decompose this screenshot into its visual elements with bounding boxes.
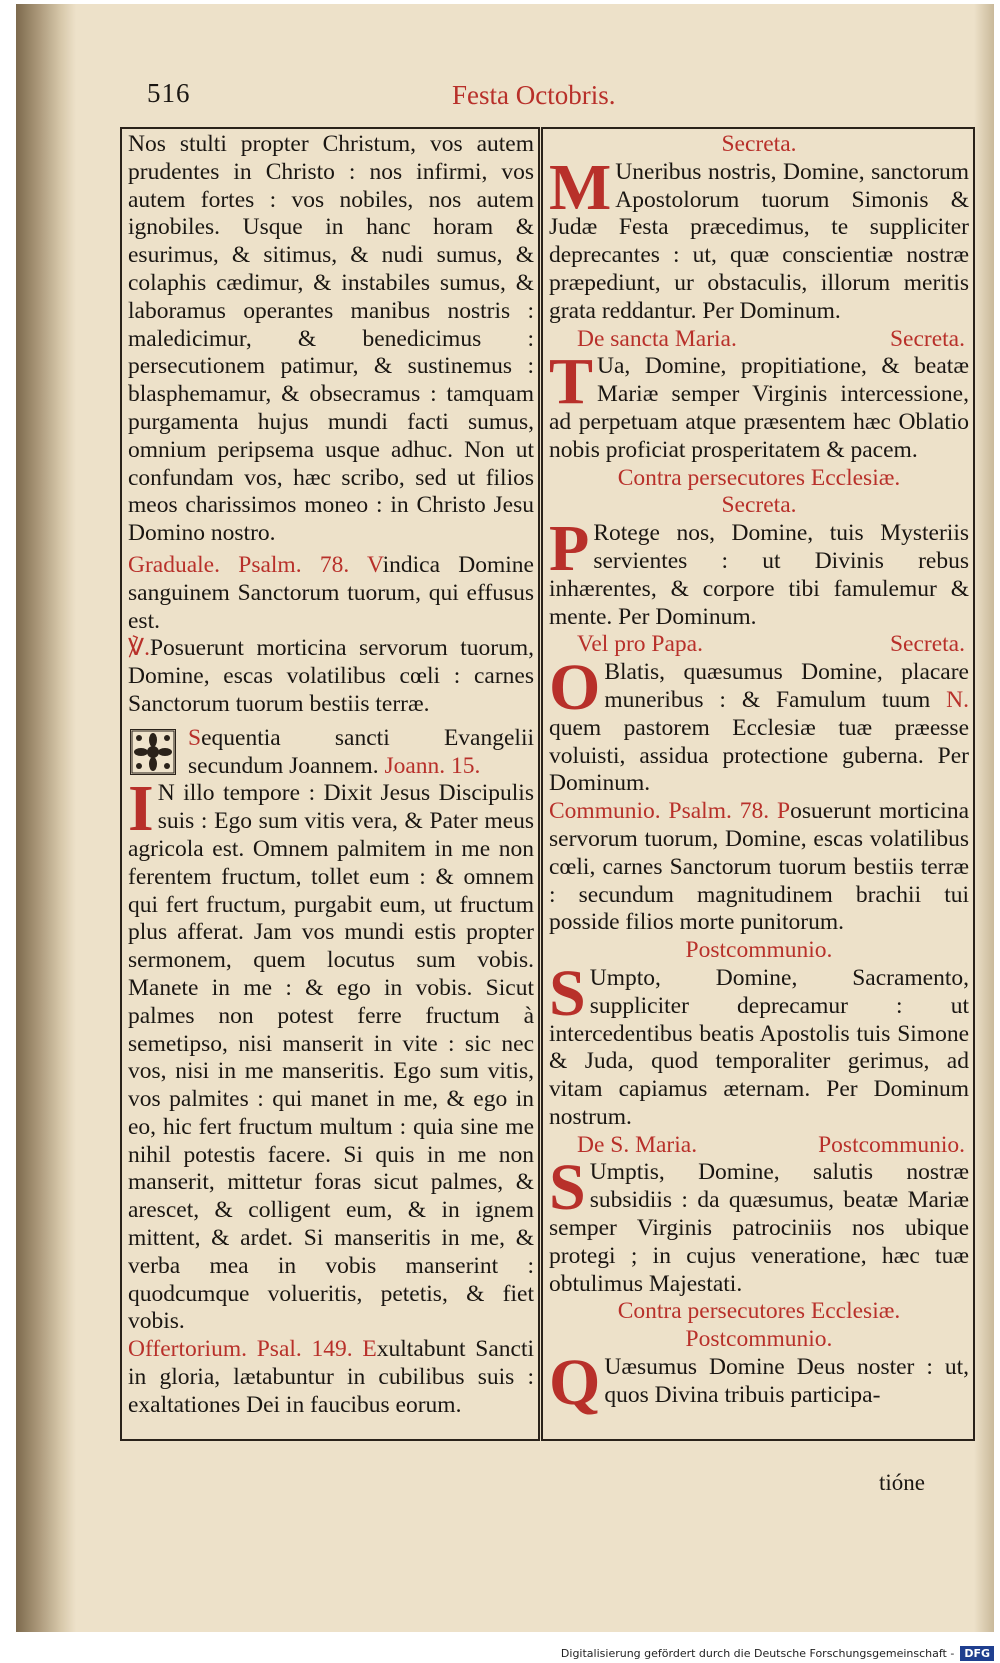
papa-heading-right: Secreta. <box>889 631 965 658</box>
sequentia-initial: S <box>188 724 202 751</box>
communio-label: Communio. Psalm. 78. <box>549 798 770 825</box>
maria-heading-left: De sancta Maria. <box>577 325 737 352</box>
offertorium-initial: E <box>362 1336 377 1363</box>
maria-drop-cap: T <box>549 345 594 419</box>
contra-subheading: Secreta. <box>721 492 797 519</box>
page-edge <box>974 4 994 1632</box>
communio-text: osuerunt morticina servorum tuorum, Domine, escas volatilibus cœli, carnes Sanctorum tuorum bestiis terræ : secundum magnitudinem brachii tui posside filios morte punitorum. <box>549 798 970 936</box>
contra-post-heading: Contra persecutores Ecclesiæ. <box>617 1298 901 1325</box>
contra-post-paragraph <box>549 1346 969 1420</box>
secreta-paragraph <box>549 150 969 326</box>
postcommunio-heading: Postcommunio. <box>685 937 833 964</box>
floral-ornament-icon <box>130 729 176 775</box>
offertorium-label: Offertorium. Psal. 149. <box>128 1336 353 1363</box>
maria-postcommunio-text: Umptis, Domine, salutis nostræ subsidiis : da quæsumus, beatæ Mariæ semper Virginis patrociniis nos ubique protegi ; in cujus veneratione, hæc tuæ obtulimus Majestati. <box>549 1159 969 1297</box>
epistle-paragraph: Nos stulti propter Christum, vos autem prudentes in Christo : nos infirmi, vos autem fortes : vos nobiles, nos autem ignobiles. Usque in hanc horam & esurimus, & sitimus, & nudi sumus, & colaphis cædimur, & instabiles sumus, & laboramus operantes manibus nostris : maledicimur, & benedicimus : persecutionem patimur, & sustinemus : blasphemamur, & obsecramus : tamquam purgamenta hujus mundi facti sumus, omnium peripsema usque adhuc. Non ut confundam vos, hæc scribo, sed ut filios meos charissimos moneo : in Christo Jesu Domino nostro. <box>128 131 534 547</box>
communio-paragraph <box>549 798 969 937</box>
maria-secreta-text: Ua, Domine, propitiatione, & beatæ Mariæ semper Virginis intercessione, ad perpetuam atque præsentem hæc Oblatio nobis proficiat prosperitatem & pacem. <box>549 353 969 463</box>
page-number: 516 <box>147 78 191 108</box>
catchword: tióne <box>879 1470 925 1495</box>
postcommunio-text: Umpto, Domine, Sacramento, suppliciter deprecamur : ut intercedentibus beatis Apostolis tuis Simone & Juda, quod temporaliter gerimus, ad vitam capiamus æternam. Per Dominum nostrum. <box>549 964 969 1130</box>
funding-notice: Digitalisierung gefördert durch die Deutsche Forschungsgemeinschaft - <box>560 1647 955 1660</box>
contra-post-drop-cap: Q <box>549 1346 601 1420</box>
maria-post-heading-left: De S. Maria. <box>577 1131 698 1158</box>
secreta-heading: Secreta. <box>721 131 797 157</box>
papa-text-before: Blatis, quæsumus Domine, placare muneribus : & Famulum tuum <box>604 659 969 713</box>
contra-paragraph <box>549 512 969 631</box>
dfg-logo: DFG <box>960 1646 994 1661</box>
papa-text-after: quem pastorem Ecclesiæ tuæ præesse voluisti, assidua protectione guberna. Per Dominum. <box>549 714 969 797</box>
binding-gutter <box>16 4 76 1632</box>
communio-initial: P <box>777 798 791 825</box>
maria-post-drop-cap: S <box>549 1151 586 1225</box>
digitization-footer <box>0 1644 1000 1663</box>
graduale-text: indica Domine sanguinem Sanctorum tuorum, qui effusus est. <box>128 551 534 634</box>
running-head: Festa Octobris. <box>452 80 616 110</box>
left-column-text <box>128 131 534 1420</box>
offertorium-text: xultabunt Sancti in gloria, lætabuntur in cubilibus suis : exaltationes Dei in faucibus eorum. <box>128 1336 535 1418</box>
sequentia-reference: Joann. 15. <box>384 752 481 779</box>
right-column-text <box>549 131 970 1420</box>
contra-post-subheading: Postcommunio. <box>685 1326 833 1353</box>
right-column <box>541 127 975 1441</box>
gospel-paragraph <box>128 772 534 1336</box>
versicle-text: Posuerunt morticina servorum tuorum, Domine, escas volatilibus cœli : carnes Sanctorum tuorum bestiis terræ. <box>128 635 534 717</box>
sequentia-text: equentia sancti Evangelii secundum Joannem. <box>188 724 534 779</box>
gospel-drop-cap: I <box>128 772 154 846</box>
gospel-text: N illo tempore : Dixit Jesus Discipulis suis : Ego sum vitis vera, & Pater meus agricola est. Omnem palmitem in me non ferentem fructum, tollet eum : & omnem qui fert fructum, purgabit eum, ut fructum plus afferat. Jam vos mundi estis propter sermonem, quem locutus sum vobis. Manete in me : & ego in vobis. Sicut palmes non potest ferre fructum à semetipso, nisi manserit in vite : sic nec vos, nisi in me manseritis. Ego sum vitis, vos palmites : qui manet in me, & ego in eo, hic fert fructum multum : quia sine me nihil potestis facere. Si quis in me non manserit, mittetur foras sicut palmes, & arescet, & colligent eum, & in ignem mittent, & ardet. Si manseritis in me, & verba mea in vobis manserint : quodcumque volueritis, petetis, & fiet vobis. <box>128 780 534 1335</box>
papa-paragraph <box>549 651 969 798</box>
contra-post-text: Uæsumus Domine Deus noster : ut, quos Divina tribuis participa- <box>604 1354 969 1408</box>
maria-postcommunio-heading <box>549 1132 969 1160</box>
papa-drop-cap: O <box>549 651 601 725</box>
papa-heading <box>549 631 969 659</box>
graduale-label: Graduale. Psalm. 78. <box>128 551 350 578</box>
graduale-paragraph <box>128 552 534 635</box>
maria-postcommunio-paragraph <box>549 1151 969 1298</box>
maria-post-heading-right: Postcommunio. <box>818 1131 965 1158</box>
papa-name-marker: N. <box>946 686 969 713</box>
contra-text: Rotege nos, Domine, tuis Mysteriis servientes : ut Divinis rebus inhærentes, & corpore tibi famulemur & mente. Per Dominum. <box>549 520 969 630</box>
postcommunio-drop-cap: S <box>549 956 586 1030</box>
contra-heading: Contra persecutores Ecclesiæ. <box>617 464 901 491</box>
maria-heading-right: Secreta. <box>889 325 965 352</box>
offertorium-paragraph <box>128 1336 534 1419</box>
papa-heading-left: Vel pro Papa. <box>577 631 703 658</box>
versicle-symbol: ℣. <box>128 635 150 662</box>
sequentia-paragraph <box>128 725 534 781</box>
versicle-paragraph <box>128 635 534 718</box>
left-column <box>120 127 540 1441</box>
secreta-text: Uneribus nostris, Domine, sanctorum Apostolorum tuorum Simonis & Judæ Festa præcedimus, te suppliciter deprecantes : ut, quæ conscientiæ nostræ præpediunt, ur obstaculis, illorum meritis grata reddantur. Per Dominum. <box>549 158 969 324</box>
maria-secreta-paragraph <box>549 345 969 464</box>
secreta-drop-cap: M <box>549 150 612 224</box>
contra-drop-cap: P <box>549 512 590 586</box>
maria-secreta-heading <box>549 326 969 354</box>
graduale-initial: V <box>367 551 383 578</box>
postcommunio-paragraph <box>549 956 969 1132</box>
